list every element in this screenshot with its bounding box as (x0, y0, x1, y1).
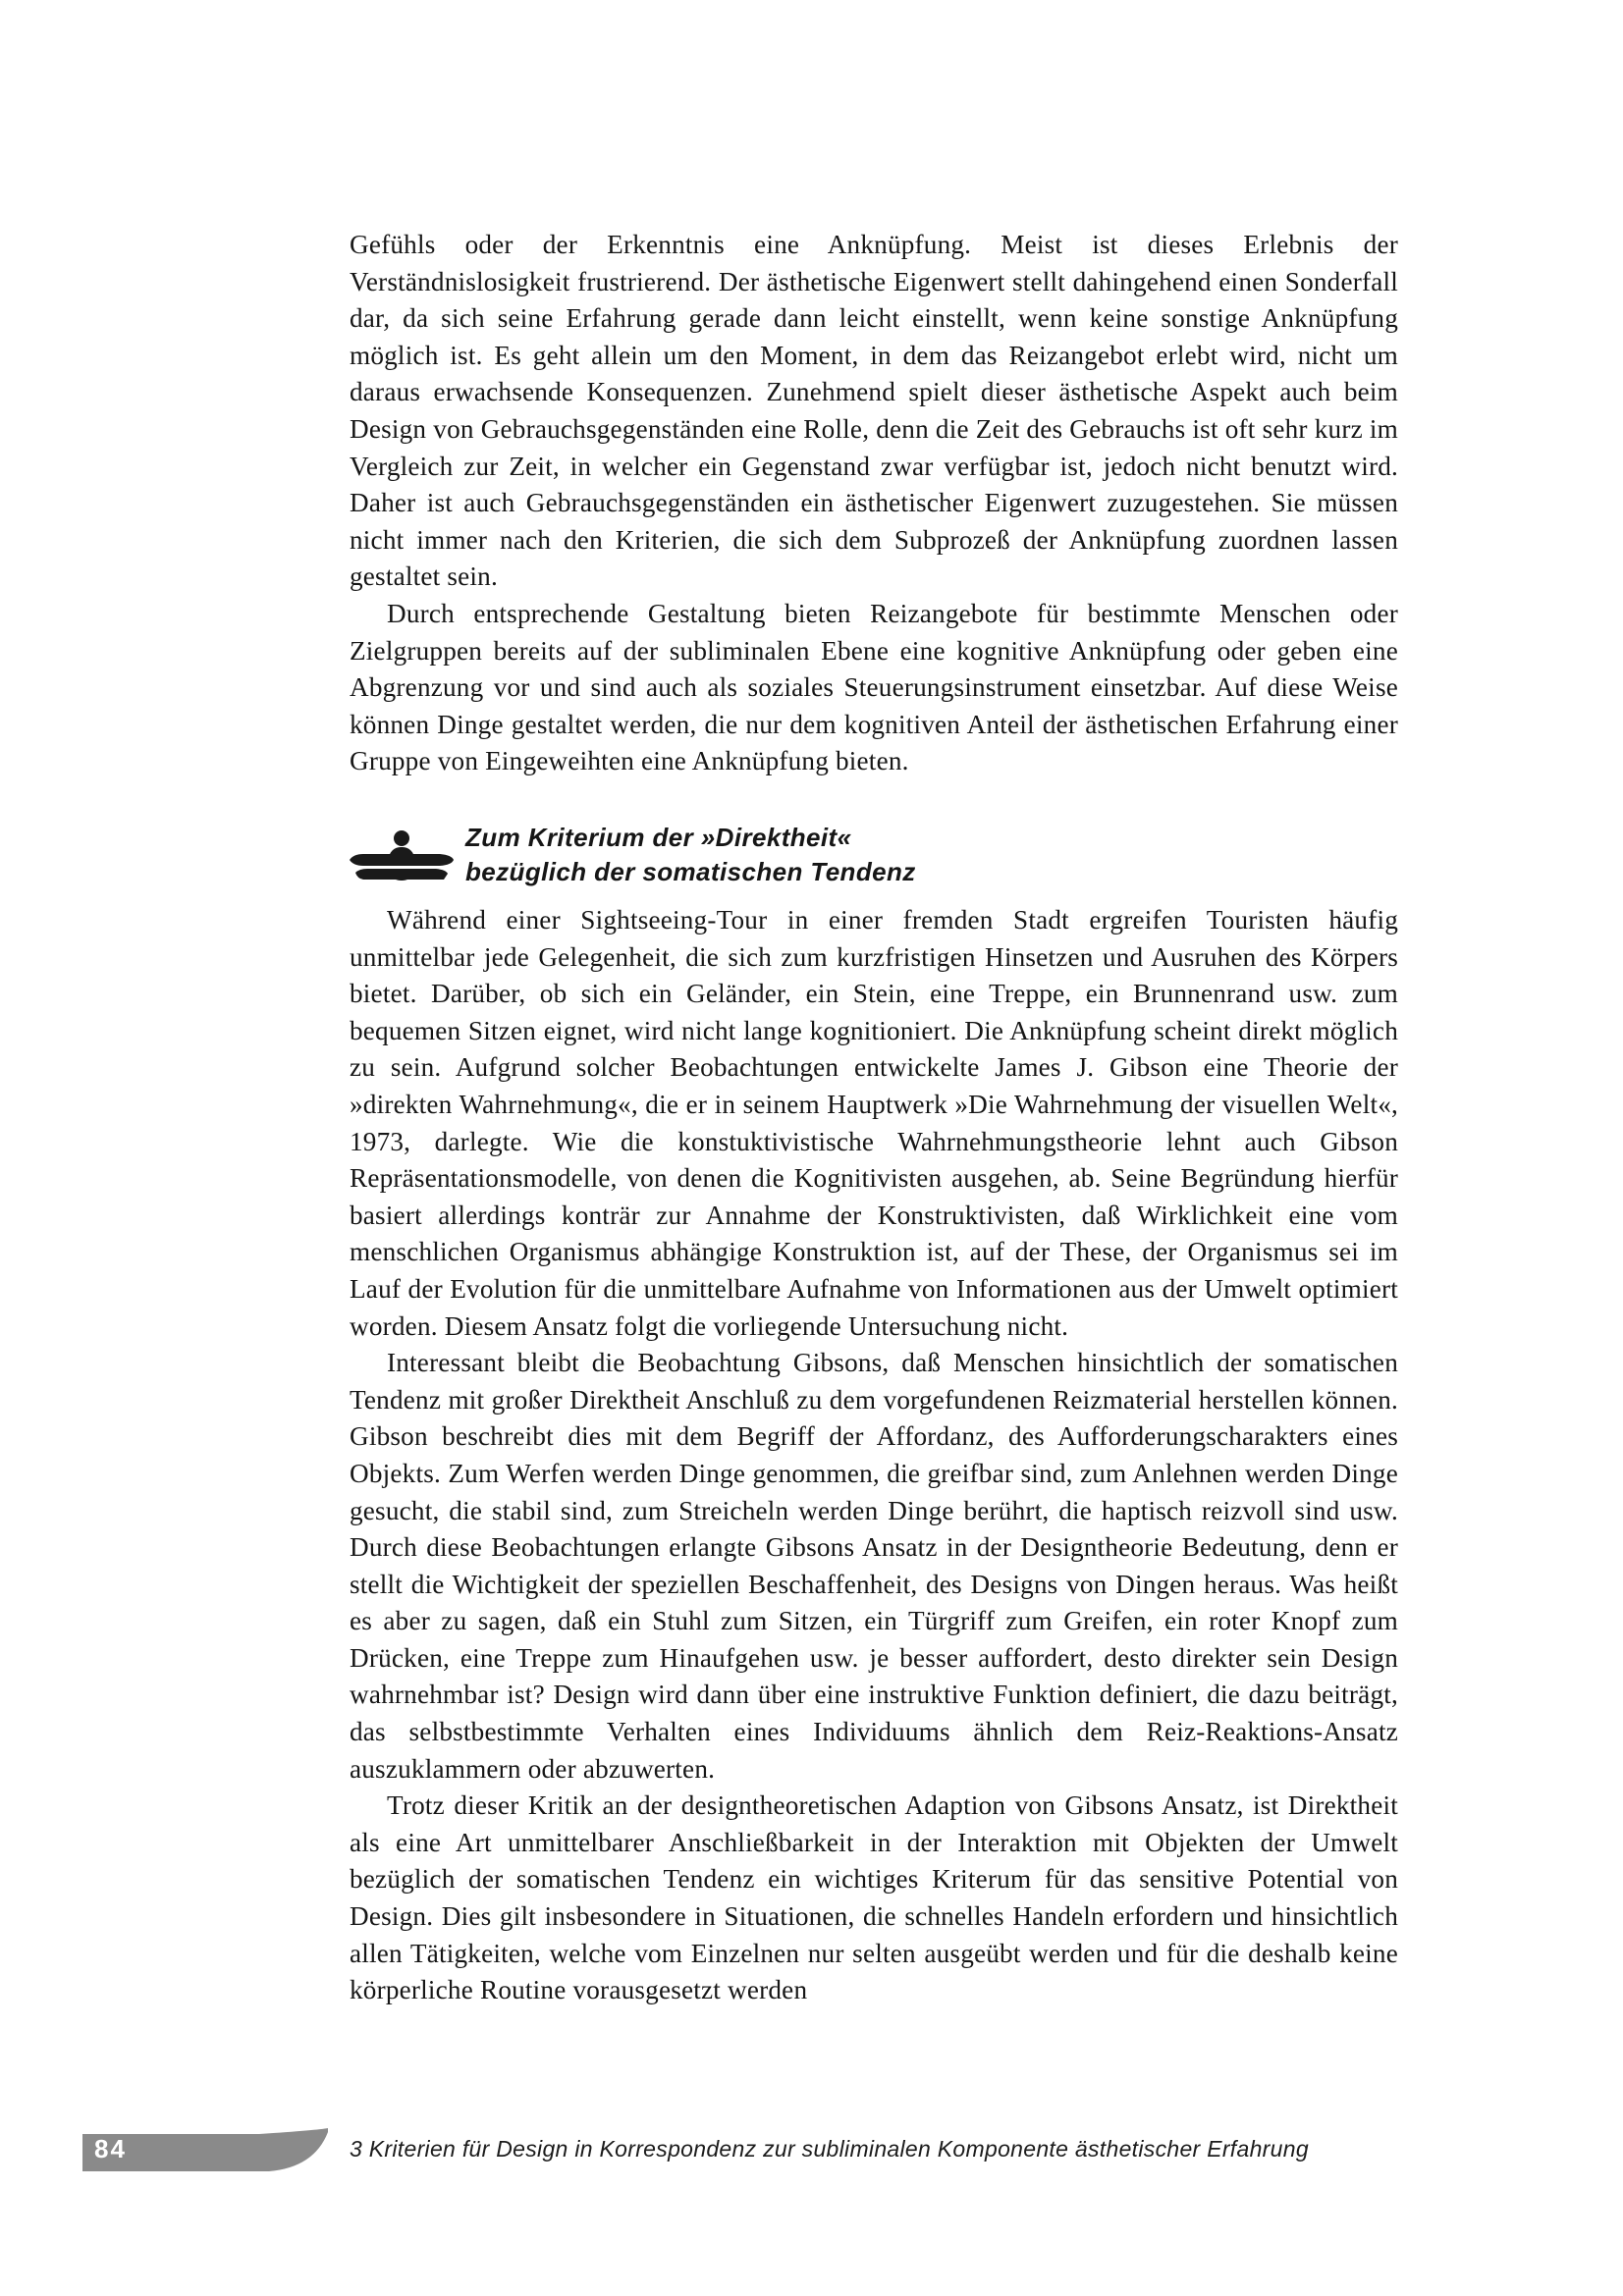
paragraph: Während einer Sightseeing-Tour in einer fremden Stadt ergreifen Touristen häufig unmittelbar jede Gelegenheit, die sich zum kurzfristigen Hinsetzen und Ausruhen des Körpers bietet. Darüber, ob sich ein Geländer, ein Stein, eine Treppe, ein Brunnenrand usw. zum bequemen Sitzen eignet, wird nicht lange kognitioniert. Die Anknüpfung scheint direkt möglich zu sein. Aufgrund solcher Beobachtungen entwickelte James J. Gibson eine Theorie der »direkten Wahrnehmung«, die er in seinem Hauptwerk »Die Wahrnehmung der visuellen Welt«, 1973, darlegte. Wie die konstuktivistische Wahrnehmungstheorie lehnt auch Gibson Repräsentationsmodelle, von denen die Kognitivisten ausgehen, ab. Seine Begründung hierfür basiert allerdings konträr zur Annahme der Konstruktivisten, daß Wirklichkeit eine vom menschlichen Organismus abhängige Konstruktion ist, auf der These, der Organismus sei im Lauf der Evolution für die unmittelbare Aufnahme von Informationen aus der Umwelt optimiert worden. Diesem Ansatz folgt die vorliegende Untersuchung nicht. (350, 905, 1398, 1341)
section-heading-line: Zum Kriterium der »Direktheit« (465, 823, 852, 852)
section-heading (465, 821, 916, 889)
body-text-top (350, 227, 1398, 780)
paragraph: Durch entsprechende Gestaltung bieten Reizangebote für bestimmte Menschen oder Zielgruppen bereits auf der subliminalen Ebene eine kognitive Anknüpfung oder geben eine Abgrenzung vor und sind auch als soziales Steuerungsinstrument einsetzbar. Auf diese Weise können Dinge gestaltet werden, die nur dem kognitiven Anteil der ästhetischen Erfahrung einer Gruppe von Eingeweihten eine Anknüpfung bieten. (350, 598, 1398, 776)
paragraph: Interessant bleibt die Beobachtung Gibsons, daß Menschen hinsichtlich der somatischen Tendenz mit großer Direktheit Anschluß zu dem vorgefundenen Reizmaterial herstellen können. Gibson beschreibt dies mit dem Begriff der Affordanz, des Aufforderungscharakters eines Objekts. Zum Werfen werden Dinge genommen, die greifbar sind, zum Anlehnen werden Dinge gesucht, die stabil sind, zum Streicheln werden Dinge berührt, die haptisch reizvoll sind usw. Durch diese Beobachtungen erlangte Gibsons Ansatz in der Designtheorie Bedeutung, denn er stellt die Wichtigkeit der speziellen Beschaffenheit, des Designs von Dingen heraus. Was heißt es aber zu sagen, daß ein Stuhl zum Sitzen, ein Türgriff zum Greifen, ein roter Knopf zum Drücken, eine Treppe zum Hinaufgehen usw. je besser auffordert, desto direkter sein Design wahrnehmbar ist? Design wird dann über eine instruktive Funktion definiert, die dazu beiträgt, das selbstbestimmte Verhalten eines Individuums ähnlich dem Reiz-Reaktions-Ansatz auszuklammern oder abzuwerten. (350, 1348, 1398, 1784)
page-number: 84 (94, 2134, 127, 2163)
paragraph: Trotz dieser Kritik an der designtheoretischen Adaption von Gibsons Ansatz, ist Direktheit als eine Art unmittelbarer Anschließbarkeit in der Interaktion mit Objekten der Umwelt bezüglich der somatischen Tendenz ein wichtiges Kriterum für das sensitive Potential von Design. Dies gilt insbesondere in Situationen, die schnelles Handeln erfordern und hinsichtlich allen Tätigkeiten, welche vom Einzelnen nur selten ausgeübt werden und für die deshalb keine körperliche Routine vorausgesetzt werden (350, 1790, 1398, 2005)
section-heading-line: bezüglich der somatischen Tendenz (465, 857, 916, 886)
paragraph: Gefühls oder der Erkenntnis eine Anknüpfung. Meist ist dieses Erlebnis der Verständnislosigkeit frustrierend. Der ästhetische Eigenwert stellt dahingehend einen Sonderfall dar, da sich seine Erfahrung gerade dann leicht einstellt, wenn keine sonstige Anknüpfung möglich ist. Es geht allein um den Moment, in dem das Reizangebot erlebt wird, nicht um daraus erwachsende Konsequenzen. Zunehmend spielt dieser ästhetische Aspekt auch beim Design von Gebrauchsgegenständen eine Rolle, denn die Zeit des Gebrauchs ist oft sehr kurz im Vergleich zur Zeit, in welcher ein Gegenstand zwar verfügbar ist, jedoch nicht benutzt wird. Daher ist auch Gebrauchsgegenständen ein ästhetischer Eigenwert zuzugestehen. Sie müssen nicht immer nach den Kriterien, die sich dem Subprozeß der Anknüpfung zuordnen lassen gestaltet sein. (350, 230, 1398, 592)
seated-figure-icon (350, 828, 454, 889)
running-footer: 3 Kriterien für Design in Korrespondenz zur subliminalen Komponente ästhetischer Erfahrung (350, 2136, 1309, 2162)
body-text-bottom (350, 902, 1398, 2009)
